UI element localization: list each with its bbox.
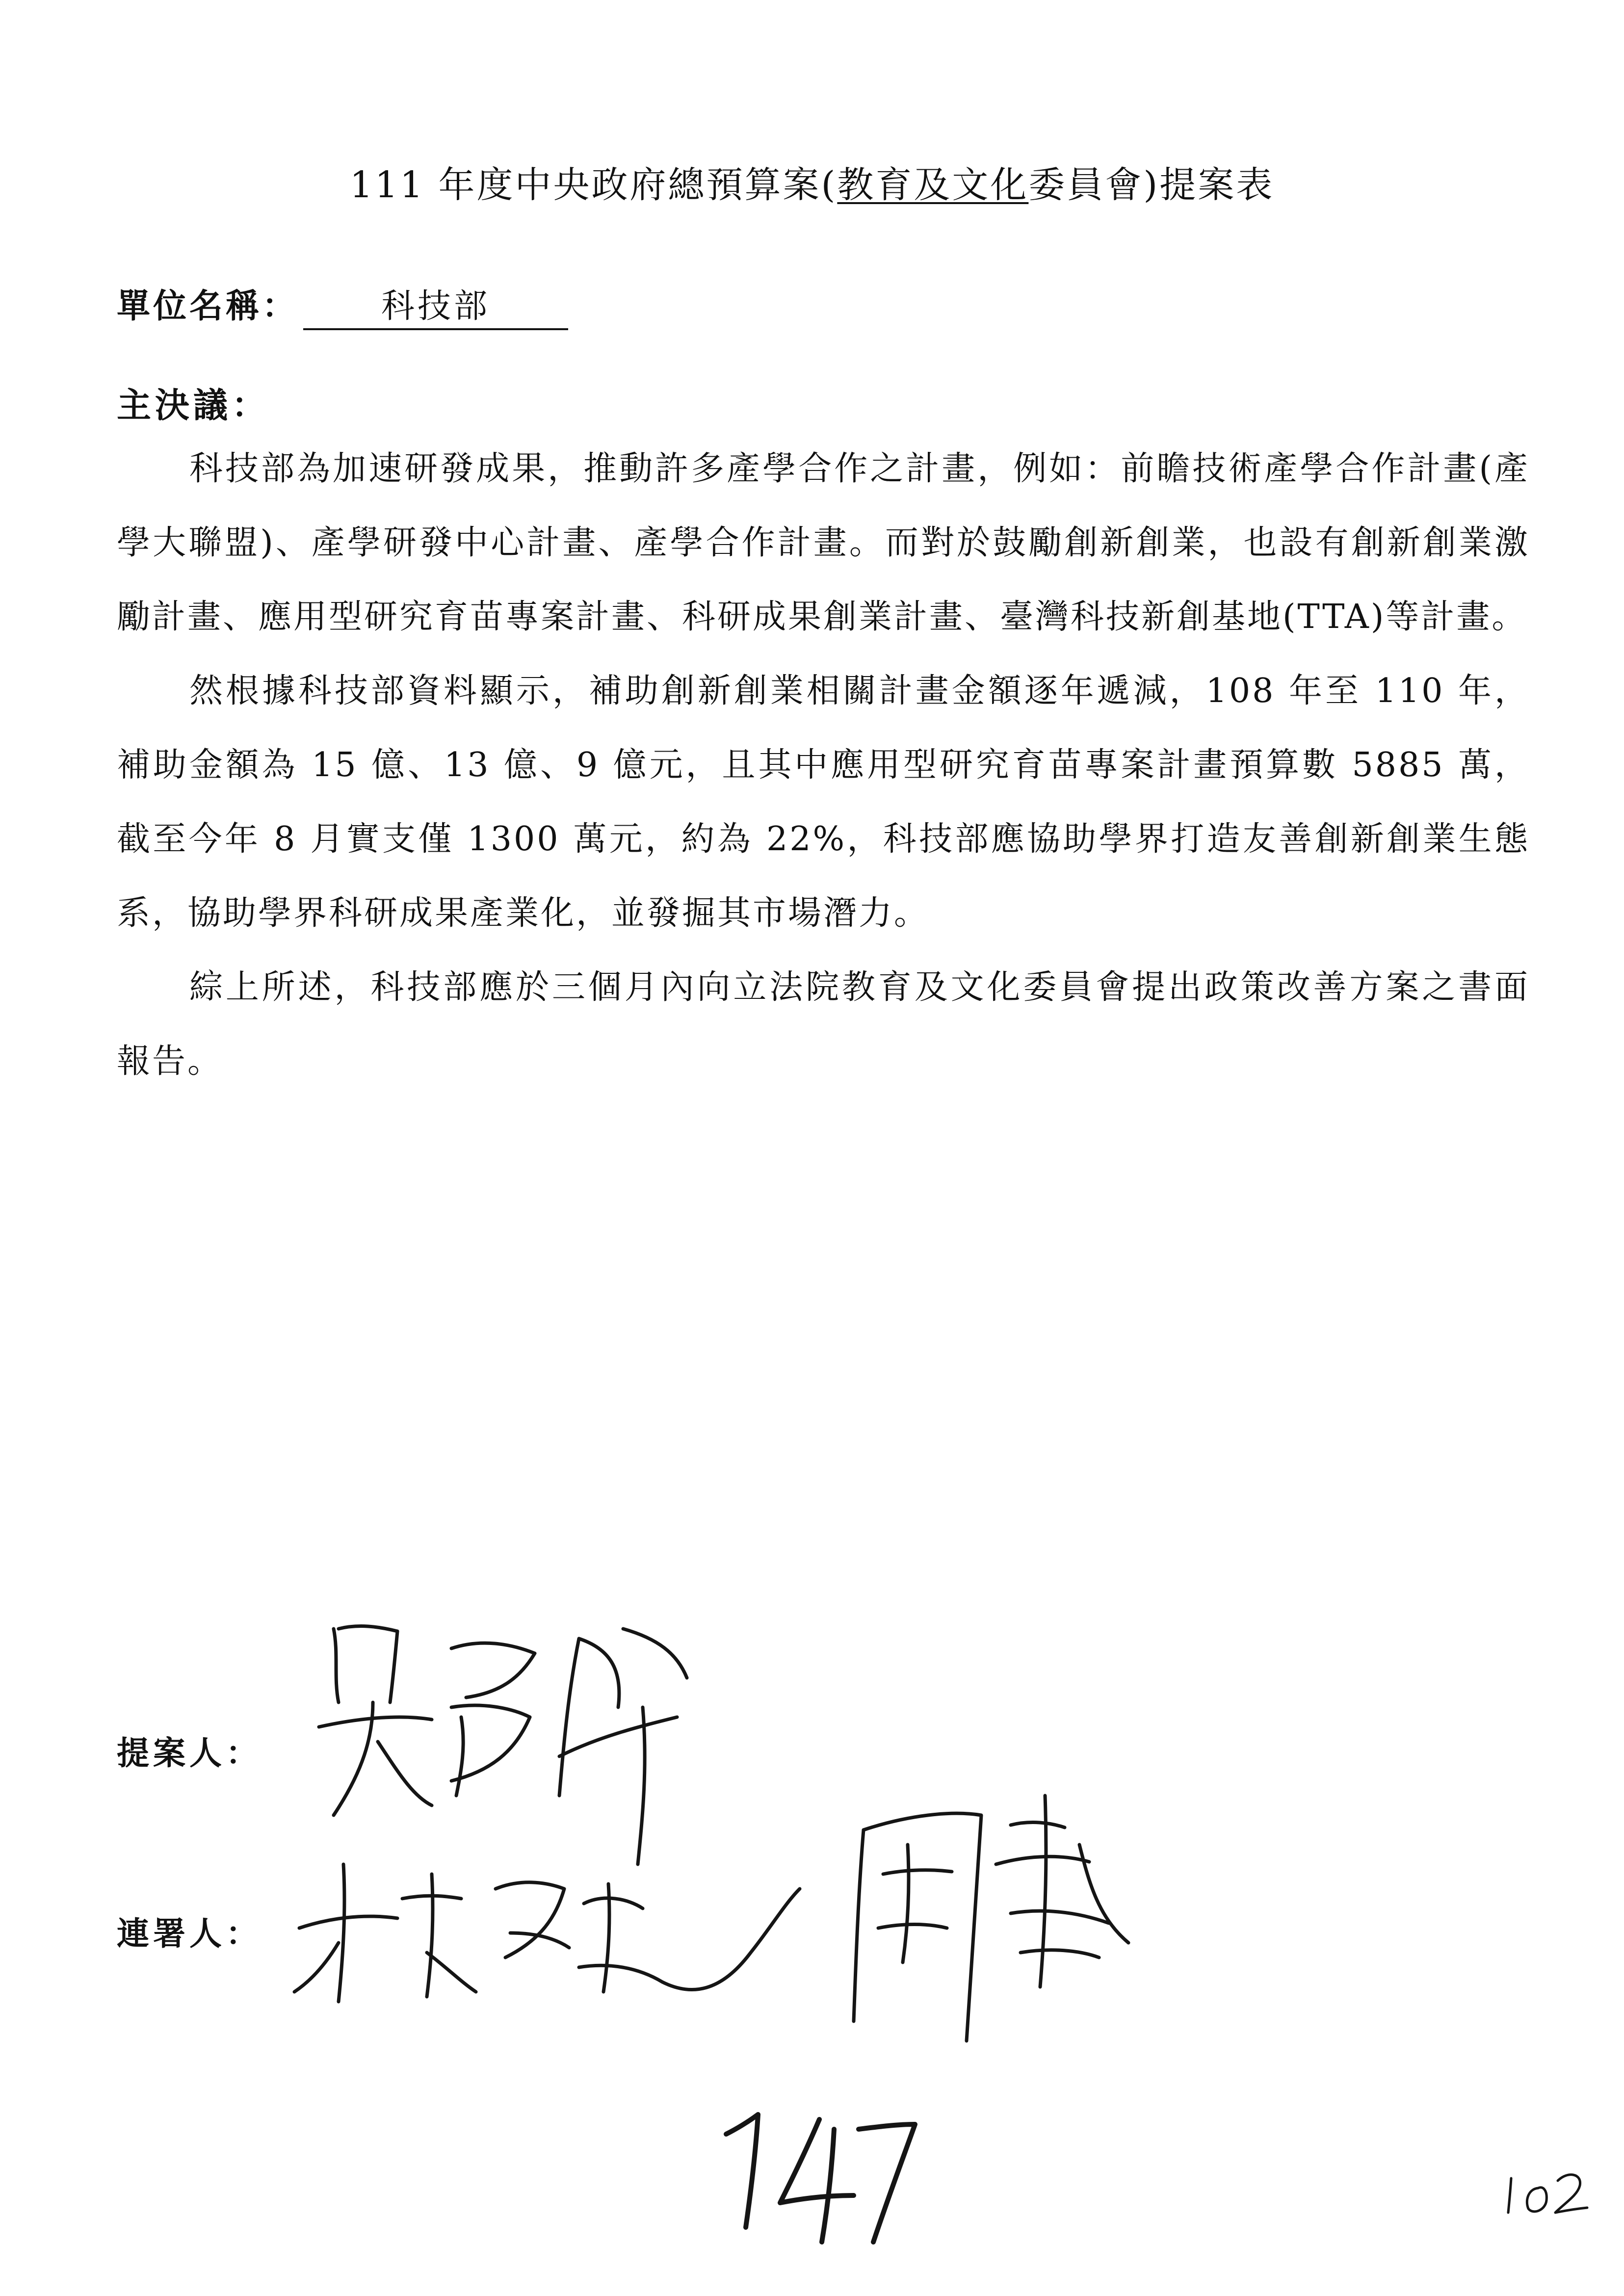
proposer-label: 提案人： bbox=[117, 1734, 262, 1772]
cosigner-label: 連署人： bbox=[117, 1915, 262, 1953]
title-suffix: 委員會)提案表 bbox=[1028, 164, 1275, 206]
cosigner-signature-1 bbox=[289, 1845, 805, 2051]
resolution-heading: 主決議： bbox=[117, 385, 270, 425]
resolution-paragraph: 科技部為加速研發成果，推動許多產學合作之計畫，例如：前瞻技術產學合作計畫(產學大聯盟)、產學研發中心計畫、產學合作計畫。而對於鼓勵創新創業，也設有創新創業激勵計畫、應用型研究育苗專案計畫、科研成果創業計畫、臺灣科技新創基地(TTA)等計畫。 bbox=[117, 449, 1530, 636]
title-prefix: 111 年度中央政府總預算案( bbox=[349, 164, 838, 206]
resolution-paragraph: 然根據科技部資料顯示，補助創新創業相關計畫金額逐年遞減，108 年至 110 年，補助金額為 15 億、13 億、9 億元，且其中應用型研究育苗專案計畫預算數 5885 萬，截至今年 8 月實支僅 1300 萬元，約為 22%，科技部應協助學界打造友善創新創業生態系，協助學界科研成果產業化，並發掘其市場潛力。 bbox=[117, 672, 1530, 933]
unit-label: 單位名稱： bbox=[117, 287, 299, 326]
cosigner-signature-2 bbox=[834, 1766, 1138, 2061]
handwritten-page-number bbox=[711, 2100, 917, 2247]
unit-row bbox=[117, 280, 568, 330]
document-title bbox=[0, 156, 1624, 208]
unit-value: 科技部 bbox=[303, 280, 568, 330]
resolution-body bbox=[117, 432, 1530, 1098]
proposer-signature bbox=[304, 1609, 707, 1884]
title-committee: 教育及文化 bbox=[837, 164, 1029, 206]
handwritten-corner-number bbox=[1501, 2159, 1590, 2218]
resolution-paragraph: 綜上所述，科技部應於三個月內向立法院教育及文化委員會提出政策改善方案之書面報告。 bbox=[117, 968, 1530, 1081]
